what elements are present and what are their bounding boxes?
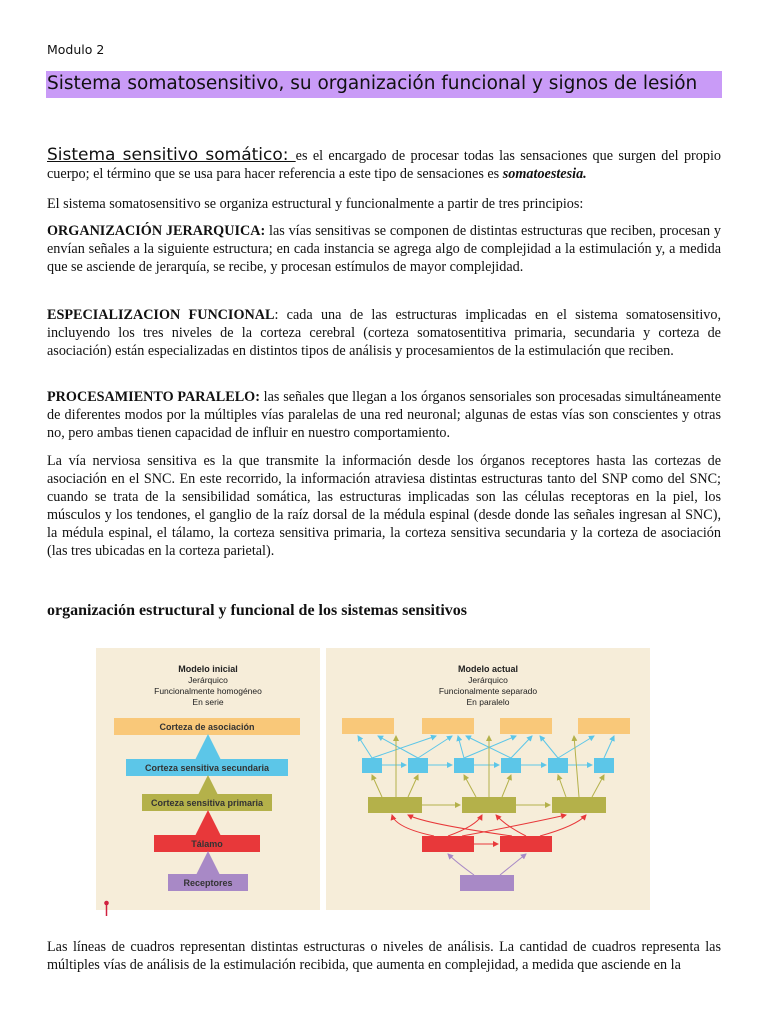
up-link xyxy=(540,736,558,758)
principle-text: las vías sensitivas se componen de distintas estructuras que reciben, procesan y envían señales a la siguiente estructura; en cada instancia se agrega algo de complejidad a la estimulación y, a medida que se asciende de jerarquía, se recibe, y procesan estímulos de mayor complejidad. xyxy=(47,223,721,275)
pin-marker-icon xyxy=(104,900,109,916)
principle-label: ORGANIZACIÓN JERARQUICA: xyxy=(47,223,266,239)
principle-text: las señales que llegan a los órganos sensoriales son procesadas simultáneamente de diferentes modos por la múltiples vías paralelas de una red neuronal; algunas de estas vías son conscientes y otras no, pero ambas tienen capacidad de influir en nuestro comportamiento. xyxy=(47,389,722,441)
parallel-secondary-box xyxy=(408,758,428,773)
parallel-secondary-box xyxy=(454,758,474,773)
principle-specialization xyxy=(47,306,721,360)
current-model-title: Modelo actual xyxy=(457,664,519,674)
level-label-primary: Corteza sensitiva primaria xyxy=(150,798,264,808)
model-figure xyxy=(96,648,650,910)
principle-text: : cada una de las estructuras implicadas en el sistema somatosensitivo, incluyendo los tres niveles de la corteza cerebral (corteza somatosentitiva primaria, secundaria y corteza de asociación) están especializadas en distintos tipos de análisis y procesamientos de la estimulación que reciben. xyxy=(47,307,722,359)
figure-caption: Las líneas de cuadros representan distintas estructuras o niveles de análisis. La cantidad de cuadros representa las múltiples vías de análisis de la estimulación recibida, que aumenta en complejidad, a medida que asciende en la xyxy=(47,939,721,973)
principle-label: PROCESAMIENTO PARALELO: xyxy=(47,389,260,405)
up-link xyxy=(418,736,452,758)
level-label-thalamus: Tálamo xyxy=(191,839,223,849)
current-model-subtitle: En paralelo xyxy=(466,697,510,707)
current-model-subtitle: Funcionalmente separado xyxy=(438,686,538,696)
up-link xyxy=(392,815,434,836)
up-link xyxy=(496,815,526,836)
up-link xyxy=(540,815,586,836)
parallel-association-box xyxy=(342,718,394,734)
principles-intro: El sistema somatosensitivo se organiza estructural y funcionalmente a partir de tres principios: xyxy=(47,196,584,212)
intro-paragraph xyxy=(47,146,721,183)
up-link xyxy=(604,736,614,758)
module-label: Modulo 2 xyxy=(47,42,105,57)
initial-model-title: Modelo inicial xyxy=(178,664,238,674)
up-link xyxy=(372,775,382,797)
up-link xyxy=(448,854,474,875)
up-link xyxy=(502,775,511,797)
parallel-thalamus-box xyxy=(422,836,474,852)
up-link xyxy=(592,775,604,797)
up-link xyxy=(558,775,566,797)
parallel-primary-box xyxy=(462,797,516,813)
section-heading: organización estructural y funcional de los sistemas sensitivos xyxy=(47,602,467,619)
parallel-receptors-box xyxy=(460,875,514,891)
principle-hierarchical xyxy=(47,222,721,276)
parallel-association-box xyxy=(578,718,630,734)
pathway-paragraph: La vía nerviosa sensitiva es la que transmite la información desde los órganos receptores hasta las cortezas de asociación en el SNC. En este recorrido, la información atraviesa distintas estructuras tanto del SNP como del SNC; cuando se trata de la sensibilidad somática, las estructuras implicadas son las células receptoras en la piel, los músculos y los tendones, el ganglio de la raíz dorsal de la médula espinal (desde donde las señales ingresan al SNC), la médula espinal, el tálamo, la corteza sensitiva primaria, la corteza sensitiva secundaria y la corteza de asociación (las tres ubicadas en la corteza parietal). xyxy=(47,453,721,559)
up-link xyxy=(358,736,372,758)
principle-label: ESPECIALIZACION FUNCIONAL xyxy=(47,307,275,323)
page-title: Sistema somatosensitivo, su organización funcional y signos de lesión xyxy=(47,73,698,94)
up-link xyxy=(500,854,526,875)
initial-model-subtitle: Funcionalmente homogéneo xyxy=(154,686,262,696)
up-link xyxy=(408,775,418,797)
up-link xyxy=(464,775,476,797)
intro-term: somatoestesia. xyxy=(502,166,587,182)
initial-model-subtitle: Jerárquico xyxy=(188,675,228,685)
parallel-primary-box xyxy=(368,797,422,813)
up-link xyxy=(372,736,436,758)
up-link xyxy=(458,736,464,758)
level-label-secondary: Corteza sensitiva secundaria xyxy=(144,763,270,773)
intro-heading: Sistema sensitivo somático: xyxy=(47,145,296,165)
up-link xyxy=(408,815,512,836)
up-link xyxy=(378,736,418,758)
up-link xyxy=(511,736,532,758)
level-label-association: Corteza de asociación xyxy=(159,722,255,732)
parallel-association-box xyxy=(422,718,474,734)
parallel-primary-box xyxy=(552,797,606,813)
parallel-secondary-box xyxy=(594,758,614,773)
model-diagram xyxy=(96,648,650,910)
parallel-secondary-box xyxy=(548,758,568,773)
level-label-receptors: Receptores xyxy=(183,878,233,888)
current-model-subtitle: Jerárquico xyxy=(468,675,508,685)
principle-parallel xyxy=(47,388,721,442)
intro-text: es el encargado de procesar todas las sensaciones que surgen del propio cuerpo; el término que se usa para hacer referencia a este tipo de sensaciones es xyxy=(47,148,721,182)
parallel-secondary-box xyxy=(501,758,521,773)
parallel-secondary-box xyxy=(362,758,382,773)
initial-model-subtitle: En serie xyxy=(192,697,224,707)
parallel-association-box xyxy=(500,718,552,734)
parallel-thalamus-box xyxy=(500,836,552,852)
